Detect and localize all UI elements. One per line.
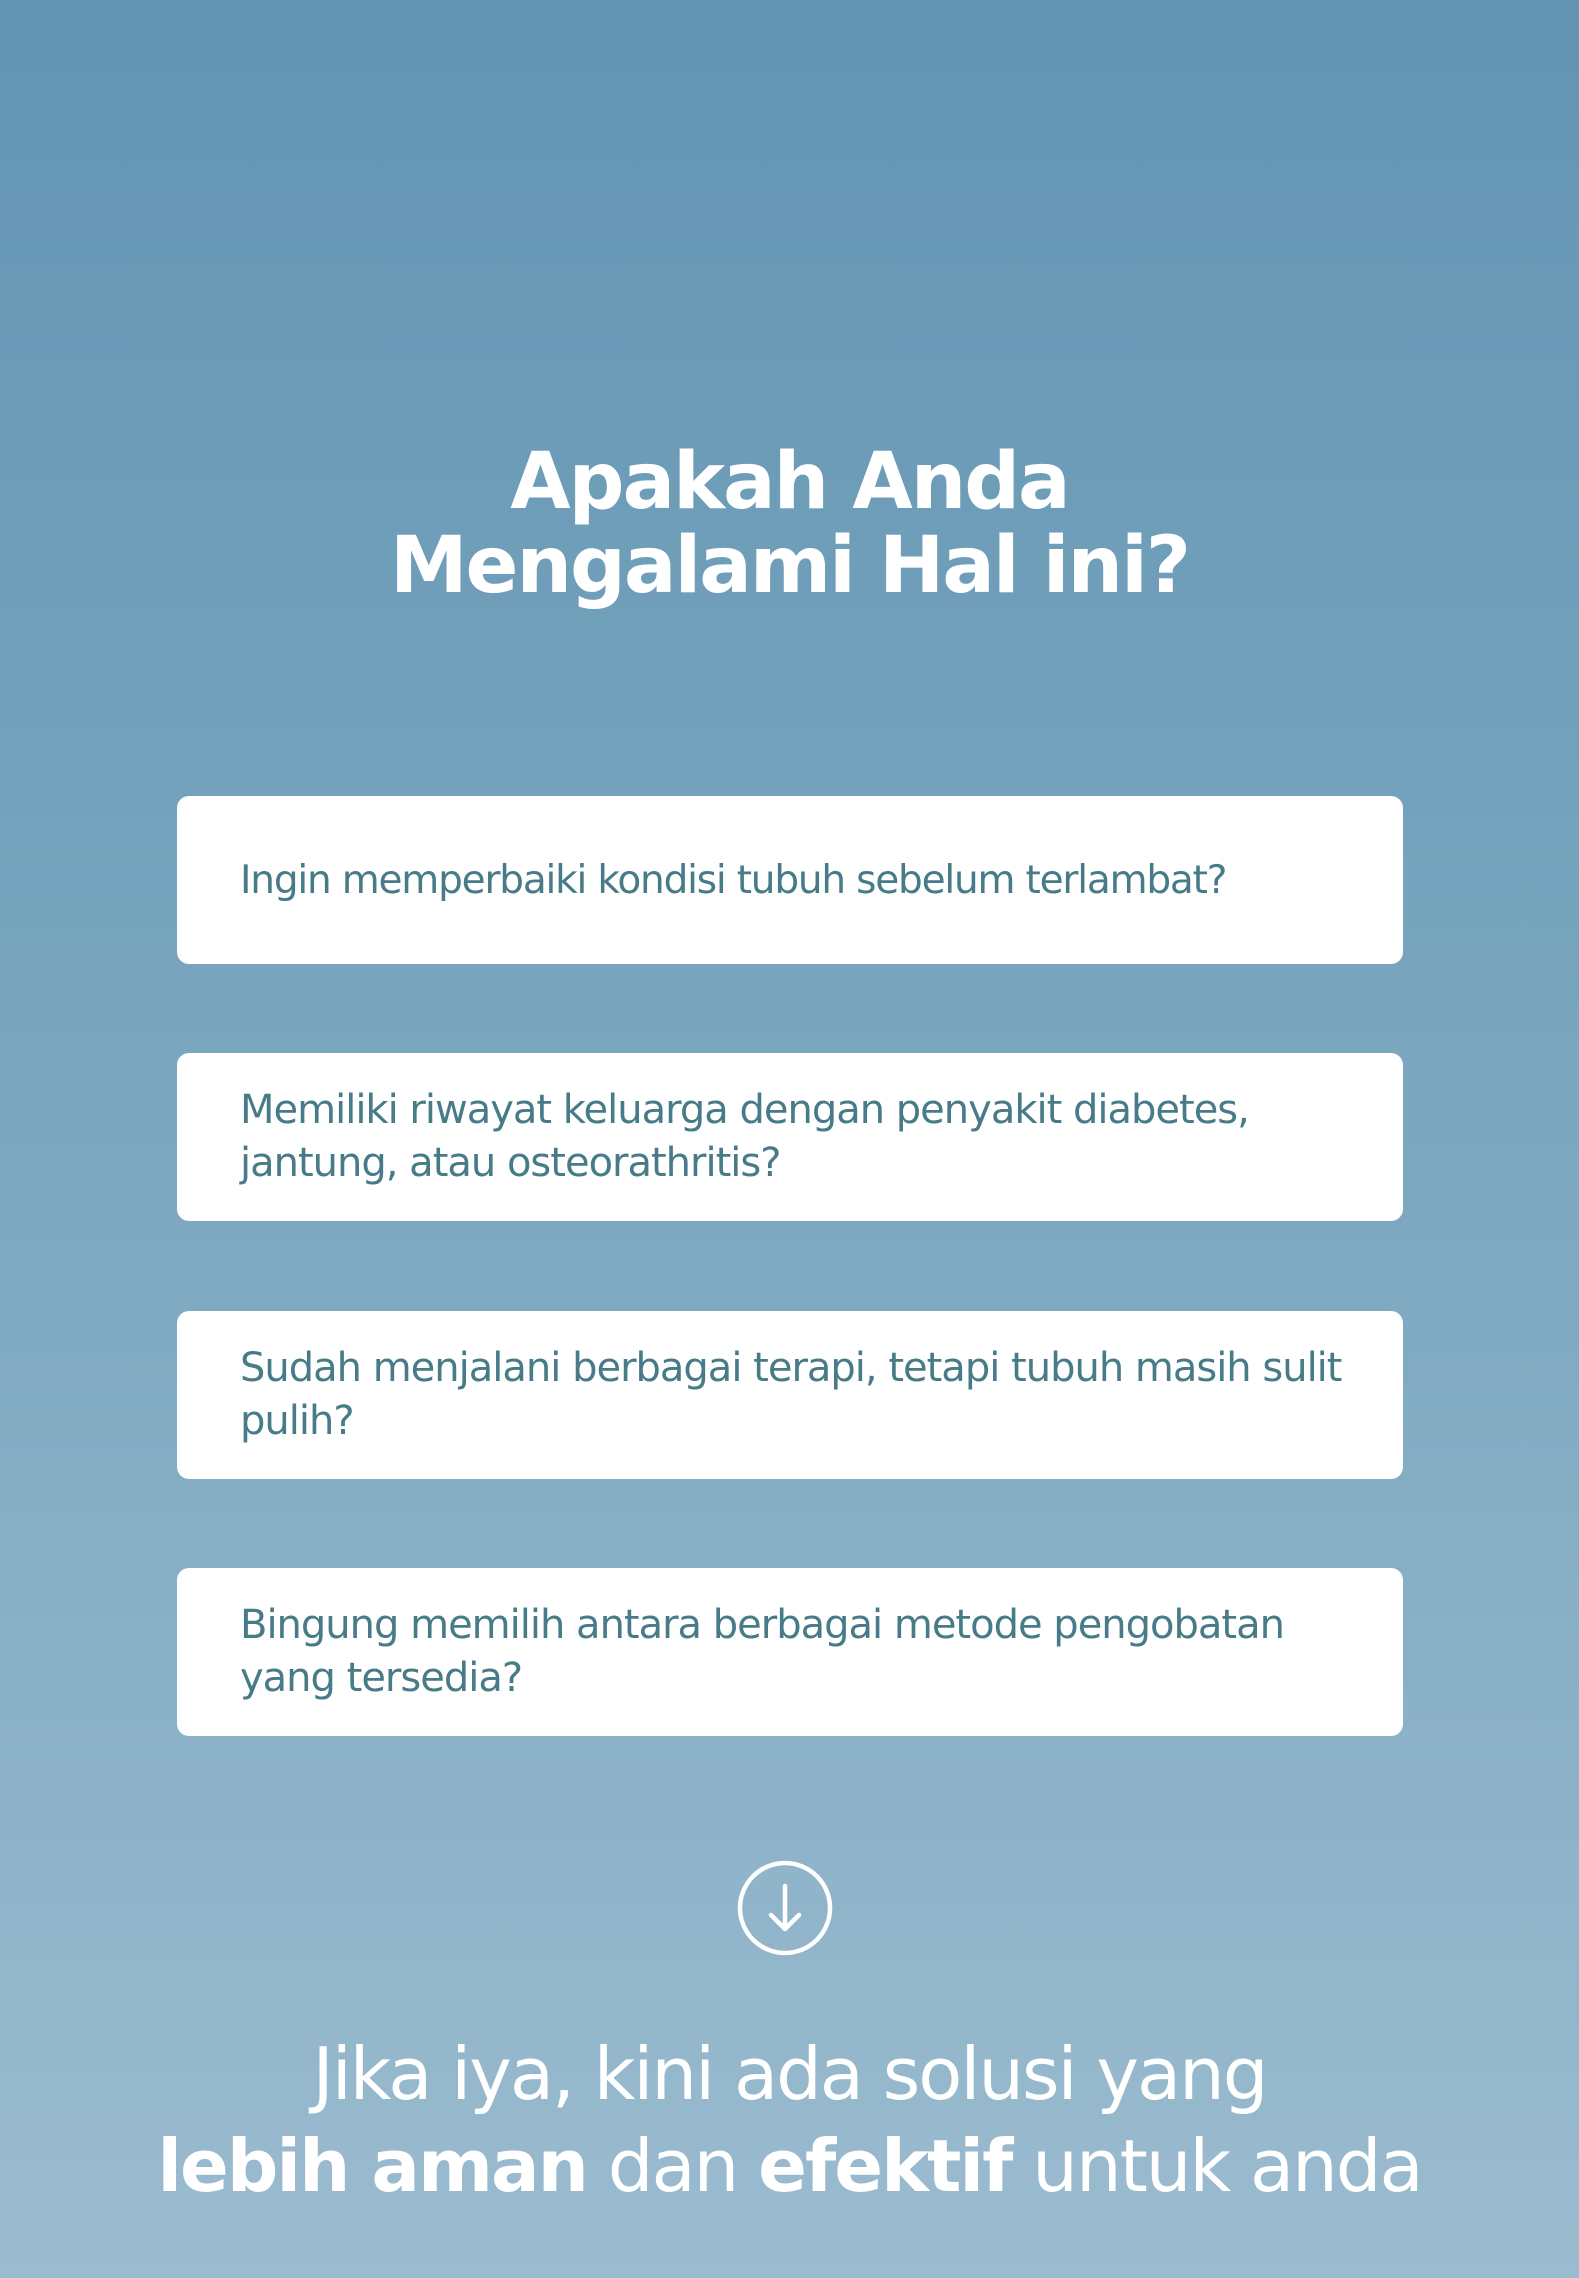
question-card-3 (177, 1311, 1403, 1479)
page-title (0, 437, 1579, 612)
question-card-1 (177, 796, 1403, 964)
closing-message (0, 2028, 1579, 2212)
closing-line-1: Jika iya, kini ada solusi yang (312, 2032, 1267, 2116)
page-title-line-2: Mengalami Hal ini? (389, 521, 1190, 612)
closing-bold-effective: efektif (758, 2124, 1012, 2208)
question-card-2 (177, 1053, 1403, 1221)
arrow-down-circle-icon[interactable] (737, 1860, 833, 1956)
question-text-2: Memiliki riwayat keluarga dengan penyakit diabetes, jantung, atau osteorathritis? (240, 1087, 1249, 1186)
question-card-4 (177, 1568, 1403, 1736)
question-text-4: Bingung memilih antara berbagai metode pengobatan yang tersedia? (240, 1602, 1284, 1701)
closing-bold-safer: lebih aman (157, 2124, 587, 2208)
closing-line-2 (0, 2120, 1579, 2212)
question-text-3: Sudah menjalani berbagai terapi, tetapi tubuh masih sulit pulih? (240, 1345, 1342, 1444)
closing-end: untuk anda (1011, 2124, 1422, 2208)
question-text-1: Ingin memperbaiki kondisi tubuh sebelum terlambat? (240, 857, 1227, 903)
page-title-line-1: Apakah Anda (510, 437, 1069, 528)
closing-connector: dan (586, 2124, 759, 2208)
